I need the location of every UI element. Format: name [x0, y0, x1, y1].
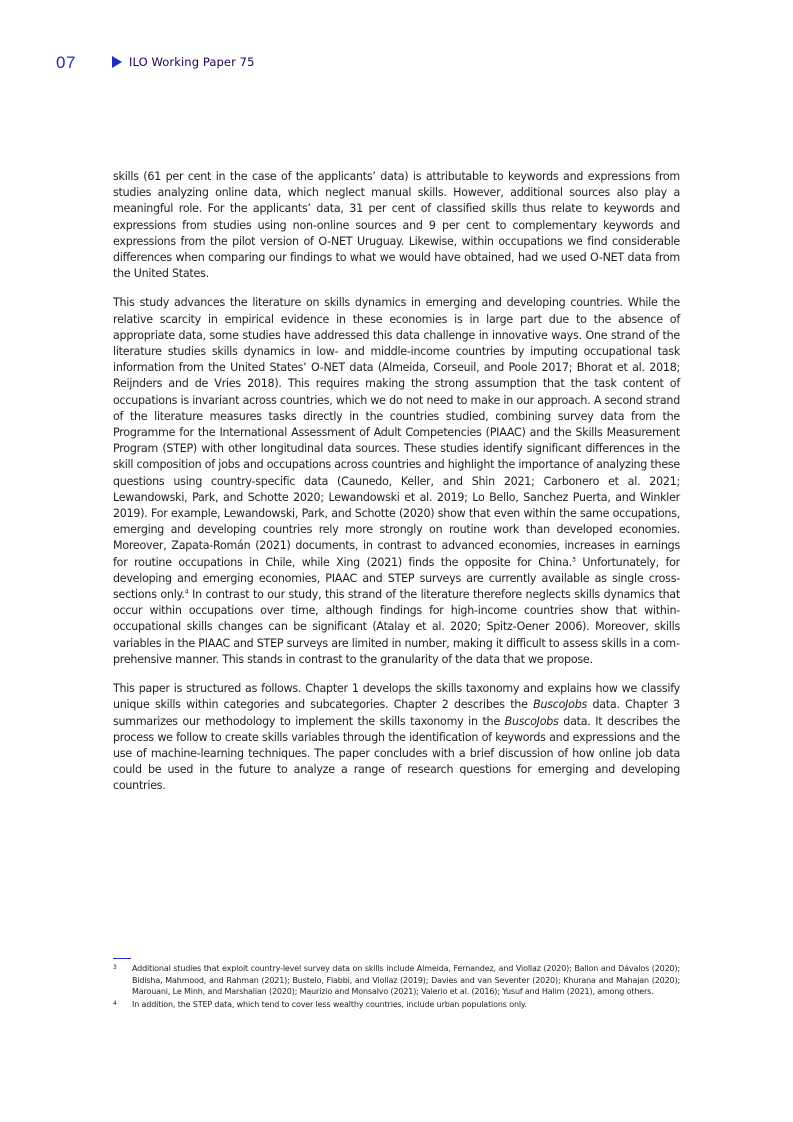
running-header [112, 55, 255, 69]
footnotes [113, 963, 680, 1012]
paragraph-2-text-a: This study advances the literature on skills dynamics in emerging and developing countries. While the relative scarcity in empirical evidence in these economies is in large part due to the absence of appropriate data, some studies have addressed this data challenge in innovative ways. One strand of the literature studies skills dynamics in low- and middle-income countries by imputing occupational task information from the United States’ O-NET data (Almeida, Corseuil, and Poole 2017; Bhorat et al. 2018; Reijnders and de Vries 2018). This requires making the strong assumption that the task content of occupations is invariant across countries, which we do not need to make in our approach. A second strand of the literature measures tasks directly in the countries studied, combining survey data from the Programme for the International Assessment of Adult Competencies (PIAAC) and the Skills Measurement Program (STEP) with other longitudinal data sources. These studies identify significant differences in the skill composition of jobs and occupations across countries and highlight the importance of analyzing these questions using country-specific data (Caunedo, Keller, and Shin 2021; Carbonero et al. 2021; Lewandowski, Park, and Schotte 2020; Lewandowski et al. 2019; Lo Bello, Sanchez Puerta, and Winkler 2019). For example, Lewandowski, Park, and Schotte (2020) show that even within the same occupations, emerging and developing countries rely more strongly on routine work than developed economies. Moreover, Zapata-Román (2021) documents, in contrast to advanced economies, increases in earnings for routine occupations in Chile, while Xing (2021) finds the opposite for China. [113, 296, 680, 569]
footnote-number: 3 [113, 964, 117, 971]
footnote-3 [113, 963, 680, 998]
buscojobs-emphasis: BuscoJobs [504, 714, 559, 728]
buscojobs-emphasis: BuscoJobs [533, 698, 588, 712]
footnote-text: Additional studies that exploit country-level survey data on skills include Almeida, Fernandez, and Viollaz (2020); Ballon and Dávalos (2020); Bidisha, Mahmood, and Rahman (2021); Bustelo, Flabbi, and Viollaz (2019); Davies and van Seventer (2020); Khurana and Mahajan (2020); Marouani, Le Minh, and Marshalian (2020); Maurizio and Monsalvo (2021); Valerio et al. (2016); Yusuf and Halim (2021), among others. [132, 964, 680, 997]
paragraph-1: skills (61 per cent in the case of the applicants’ data) is attributable to keywords and expressions from studies analyzing online data, which neglect manual skills. However, additional sources also play a meaningful role. For the applicants’ data, 31 per cent of classified skills thus relate to keywords and expressions from studies using non-online sources and 9 per cent to complementary keywords and expressions from the pilot version of O-NET Uruguay. Likewise, within occupations we find considerable differences when comparing our findings to what we would have obtained, had we used O-NET data from the United States. [113, 170, 680, 281]
footnote-text: In addition, the STEP data, which tend to cover less wealthy countries, include urban populations only. [132, 1000, 527, 1010]
paragraph-2-text-b: Unfortunately, for developing and emerging economies, PIAAC and STEP surveys are currently available as single cross-sections only. [113, 555, 680, 602]
footnote-4 [113, 999, 680, 1011]
footnote-number: 4 [113, 1000, 117, 1008]
running-header-title: ILO Working Paper 75 [129, 55, 255, 69]
paragraph-3-text-b: data. Chapter 3 summarizes our methodology to implement the skills taxonomy in the [113, 698, 680, 728]
paragraph-3 [113, 681, 680, 794]
paragraph-2-text-c: In contrast to our study, this strand of the literature therefore neglects skills dynamics that occur within occupations over time, although findings for high-income countries show that within-occupational skills changes can be significant (Atalay et al. 2020; Spitz-Oener 2006). Moreover, skills variables in the PIAAC and STEP surveys are limited in number, making it difficult to assess skills in a comprehensive manner. This stands in contrast to the granularity of the data that we propose. [113, 588, 681, 666]
paragraph-3-text-a: This paper is structured as follows. Chapter 1 develops the skills taxonomy and explains how we classify unique skills within categories and subcategories. Chapter 2 describes the [113, 682, 680, 712]
play-triangle-icon [112, 56, 122, 68]
paragraph-2 [113, 295, 680, 668]
page-number: 07 [56, 53, 76, 72]
footnote-divider [113, 958, 131, 959]
paragraph-3-text-c: data. It describes the process we follow to create skills variables through the identification of keywords and expressions and the use of machine-learning techniques. The paper concludes with a brief discussion of how online job data could be used in the future to analyze a range of research questions for emerging and developing countries. [113, 714, 681, 793]
footnote-ref-3: 3 [571, 554, 576, 563]
main-text [113, 169, 680, 808]
footnote-ref-4: 4 [184, 587, 189, 596]
